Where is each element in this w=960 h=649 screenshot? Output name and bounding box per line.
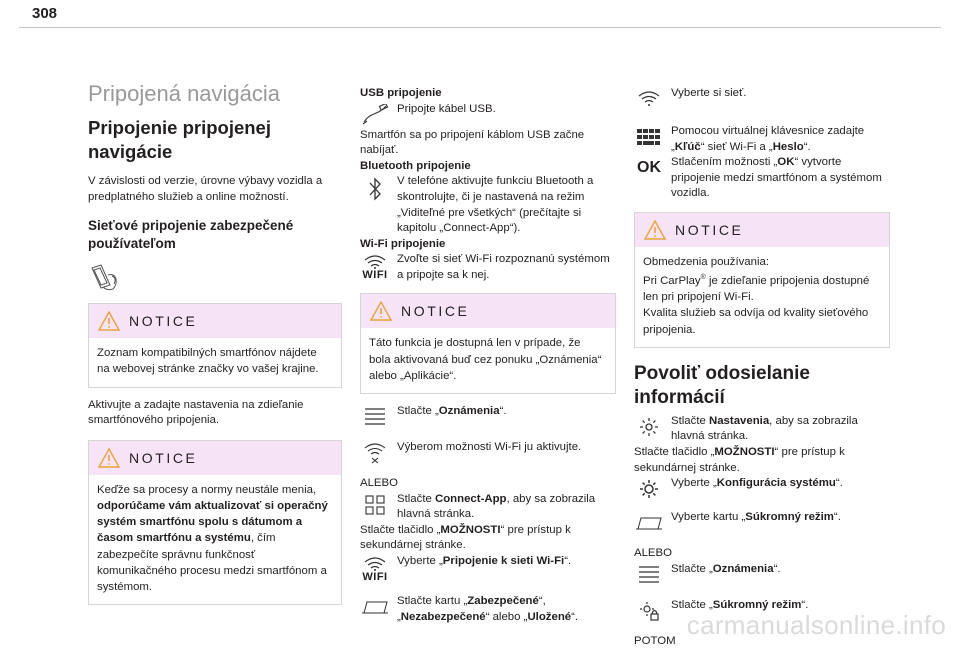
usb-heading: USB pripojenie <box>360 87 442 99</box>
step-tabs: Stlačte kartu „Zabezpečené“, „Nezabezpečené“ alebo „Uložené“. <box>360 594 616 625</box>
notice-text: Táto funkcia je dostupná len v prípade, že bola aktivovaná buď cez ponuku „Oznámenia“ alebo „Aplikácie“. <box>369 337 602 382</box>
notice-label: NOTICE <box>675 221 744 238</box>
step-keyboard: Pomocou virtuálnej klávesnice zadajte „Kľúč“ sieť Wi-Fi a „Heslo“. <box>634 124 890 155</box>
options-text: Stlačte tlačidlo „MOŽNOSTI“ pre prístup k sekundárnej stránke. <box>360 523 571 552</box>
step-private-mode: Stlačte „Súkromný režim“. <box>634 598 890 624</box>
notice-box-4 <box>634 212 890 348</box>
column-1 <box>88 80 342 605</box>
notice-header <box>89 441 341 475</box>
step-select-network: Vyberte si sieť. <box>634 86 890 112</box>
intro-text: V závislosti od verzie, úrovne výbavy vozidla a predplatného služieb a online možností. <box>88 175 323 203</box>
notice-text: Zoznam kompatibilných smartfónov nájdete na webovej stránke značky vo vašej krajine. <box>97 347 319 376</box>
heading-connection: Pripojenie pripojenej navigácie <box>88 117 271 162</box>
warning-icon <box>98 448 120 468</box>
wifi-icon: WIFI <box>360 554 390 586</box>
notice-header <box>635 213 889 247</box>
wifi-row: WIFI Zvoľte si sieť Wi-Fi rozpoznanú systémom a pripojte sa k nej. <box>360 252 616 284</box>
bt-heading: Bluetooth pripojenie <box>360 159 471 172</box>
wifi-heading: Wi-Fi pripojenie <box>360 237 446 250</box>
notice-label: NOTICE <box>129 449 198 466</box>
usb-text-2: Smartfón sa po pripojení káblom USB začne nabíjať. <box>360 128 585 157</box>
notice-box-2 <box>88 440 342 605</box>
keyboard-icon <box>634 124 664 150</box>
wifi-icon: WIFI <box>360 252 390 284</box>
settings-icon <box>634 414 664 440</box>
step-system-config: Vyberte „Konfigurácia systému“. <box>634 476 890 502</box>
warning-icon <box>98 311 120 331</box>
heading-send-info: Povoliť odosielanie informácií <box>634 362 810 408</box>
notifications-icon <box>634 562 664 588</box>
notice-box-1 <box>88 303 342 387</box>
notice-box-3 <box>360 293 616 394</box>
step-notifications: Stlačte „Oznámenia“. <box>360 404 616 430</box>
alebo-label: ALEBO <box>360 476 398 489</box>
section-title: Pripojená navigácia <box>88 81 281 106</box>
bt-row: V telefóne aktivujte funkciu Bluetooth a skontrolujte, či je nastavená na režim „Viditeľné pre všetkých“ (prečítajte si kapitolu „Connect-App“). <box>360 174 616 236</box>
private-mode-icon <box>634 598 664 624</box>
usb-cable-icon <box>360 102 390 128</box>
wifi-settings-icon <box>360 440 390 466</box>
step-private-tab: Vyberte kartu „Súkromný režim“. <box>634 510 890 536</box>
tab-icon <box>634 510 664 536</box>
notice-text: Keďže sa procesy a normy neustále menia, odporúčame vám aktualizovať si operačný systém smartfónu spolu s dátumom a časom smartfónu a systému, čím zabezpečíte správnu funkčnosť komunikačného procesu medzi smartfónom a systémom. <box>97 483 328 593</box>
page-number: 308 <box>32 5 58 22</box>
top-divider <box>19 27 941 28</box>
column-2 <box>360 86 616 625</box>
step-settings: Stlačte Nastavenia, aby sa zobrazila hlavná stránka. <box>634 414 890 445</box>
alebo-label: ALEBO <box>634 547 672 560</box>
notice-text: Obmedzenia používania: Pri CarPlay® je zdieľanie pripojenia dostupné len pri pripojení Wi-Fi. Kvalita služieb sa odvíja od kvality sieťového pripojenia. <box>643 255 870 336</box>
step-wifi-connect: WIFI Vyberte „Pripojenie k sieti Wi-Fi“. <box>360 554 616 586</box>
system-config-icon <box>634 476 664 502</box>
notice-header <box>361 294 615 328</box>
column-3 <box>634 86 890 649</box>
step-connect-app: Stlačte Connect-App, aby sa zobrazila hlavná stránka. <box>360 492 616 523</box>
ok-icon: OK <box>637 159 661 177</box>
step-notifications: Stlačte „Oznámenia“. <box>634 562 890 588</box>
notice-label: NOTICE <box>129 313 198 330</box>
activate-text: Aktivujte a zadajte nastavenia na zdieľanie smartfónového pripojenia. <box>88 398 304 427</box>
warning-icon <box>644 220 666 240</box>
warning-icon <box>370 301 392 321</box>
notice-header <box>89 304 341 338</box>
notice-label: NOTICE <box>401 303 470 320</box>
tab-icon <box>360 594 390 620</box>
sub-heading: Sieťové pripojenie zabezpečené používateľom <box>88 218 294 252</box>
step-wifi-activate: Výberom možnosti Wi-Fi ju aktivujte. <box>360 440 616 466</box>
notifications-icon <box>360 404 390 430</box>
smartphone-icon <box>88 263 342 293</box>
step-ok: OK Stlačením možnosti „OK“ vytvorte pripojenie medzi smartfónom a systémom vozidla. <box>634 155 890 202</box>
bluetooth-icon <box>360 174 390 204</box>
usb-row: Pripojte kábel USB. <box>360 102 616 128</box>
potom-label: POTOM <box>634 634 676 647</box>
options-text: Stlačte tlačidlo „MOŽNOSTI“ pre prístup k sekundárnej stránke. <box>634 445 845 474</box>
connect-app-icon <box>360 492 390 518</box>
wifi-icon <box>634 86 664 112</box>
watermark: carmanualsonline.info <box>686 610 946 640</box>
